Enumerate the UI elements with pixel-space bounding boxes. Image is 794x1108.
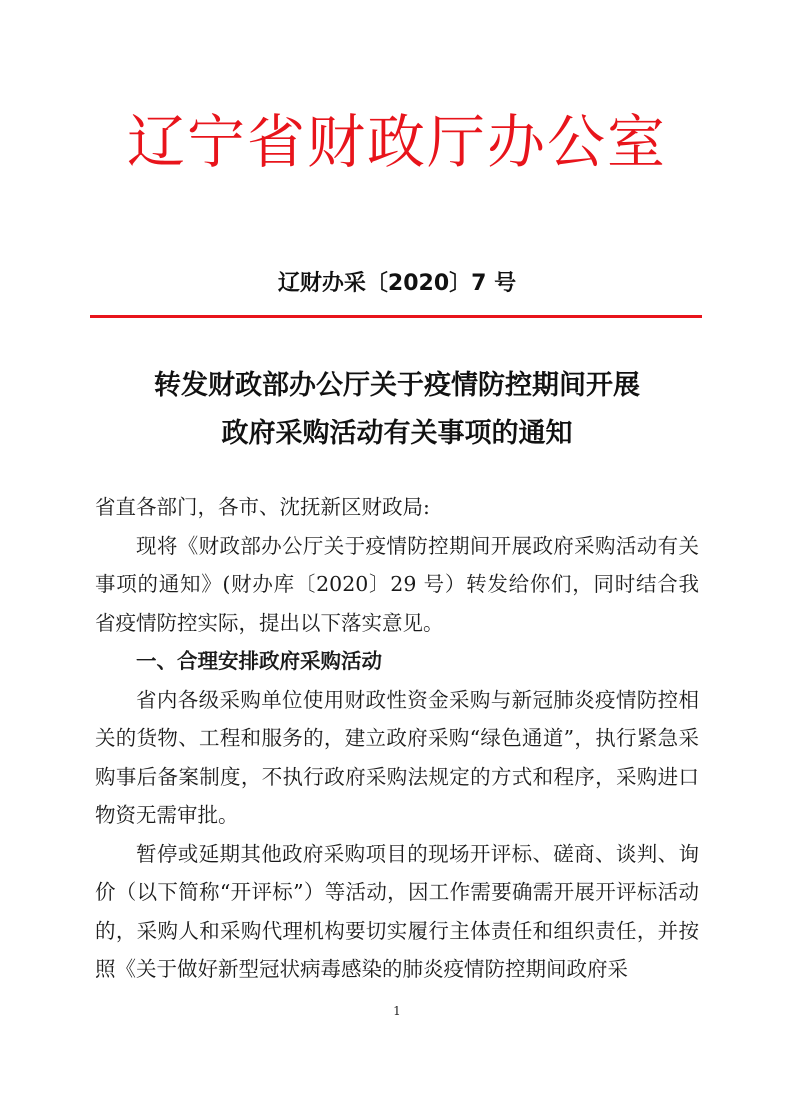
- document-body: [95, 488, 699, 989]
- red-divider-line: [90, 315, 702, 318]
- document-number: 辽财办采〔2020〕7 号: [277, 271, 517, 296]
- paragraph-suspend-evaluation: 暂停或延期其他政府采购项目的现场开评标、磋商、谈判、询价（以下简称“开评标”）等活动，因工作需要确需开展开评标活动的，采购人和采购代理机构要切实履行主体责任和组织责任，并按照《关于做好新型冠状病毒感染的肺炎疫情防控期间政府采: [95, 841, 699, 981]
- issuing-office-header: 辽宁省财政厅办公室: [126, 108, 667, 176]
- paragraph-intro: 现将《财政部办公厅关于疫情防控期间开展政府采购活动有关事项的通知》(财办库〔2020〕29 号）转发给你们，同时结合我省疫情防控实际，提出以下落实意见。: [95, 533, 699, 635]
- document-title-line-1: 转发财政部办公厅关于疫情防控期间开展: [154, 370, 640, 401]
- document-title-line-2: 政府采购活动有关事项的通知: [221, 418, 573, 449]
- section-heading-1: 一、合理安排政府采购活动: [136, 649, 382, 673]
- salutation: 省直各部门，各市、沈抚新区财政局:: [95, 495, 430, 519]
- document-title: [0, 362, 794, 458]
- paragraph-green-channel: 省内各级采购单位使用财政性资金采购与新冠肺炎疫情防控相关的货物、工程和服务的，建立政府采购“绿色通道”，执行紧急采购事后备案制度，不执行政府采购法规定的方式和程序，采购进口物资无需审批。: [95, 687, 699, 827]
- page-number: 1: [393, 1004, 401, 1018]
